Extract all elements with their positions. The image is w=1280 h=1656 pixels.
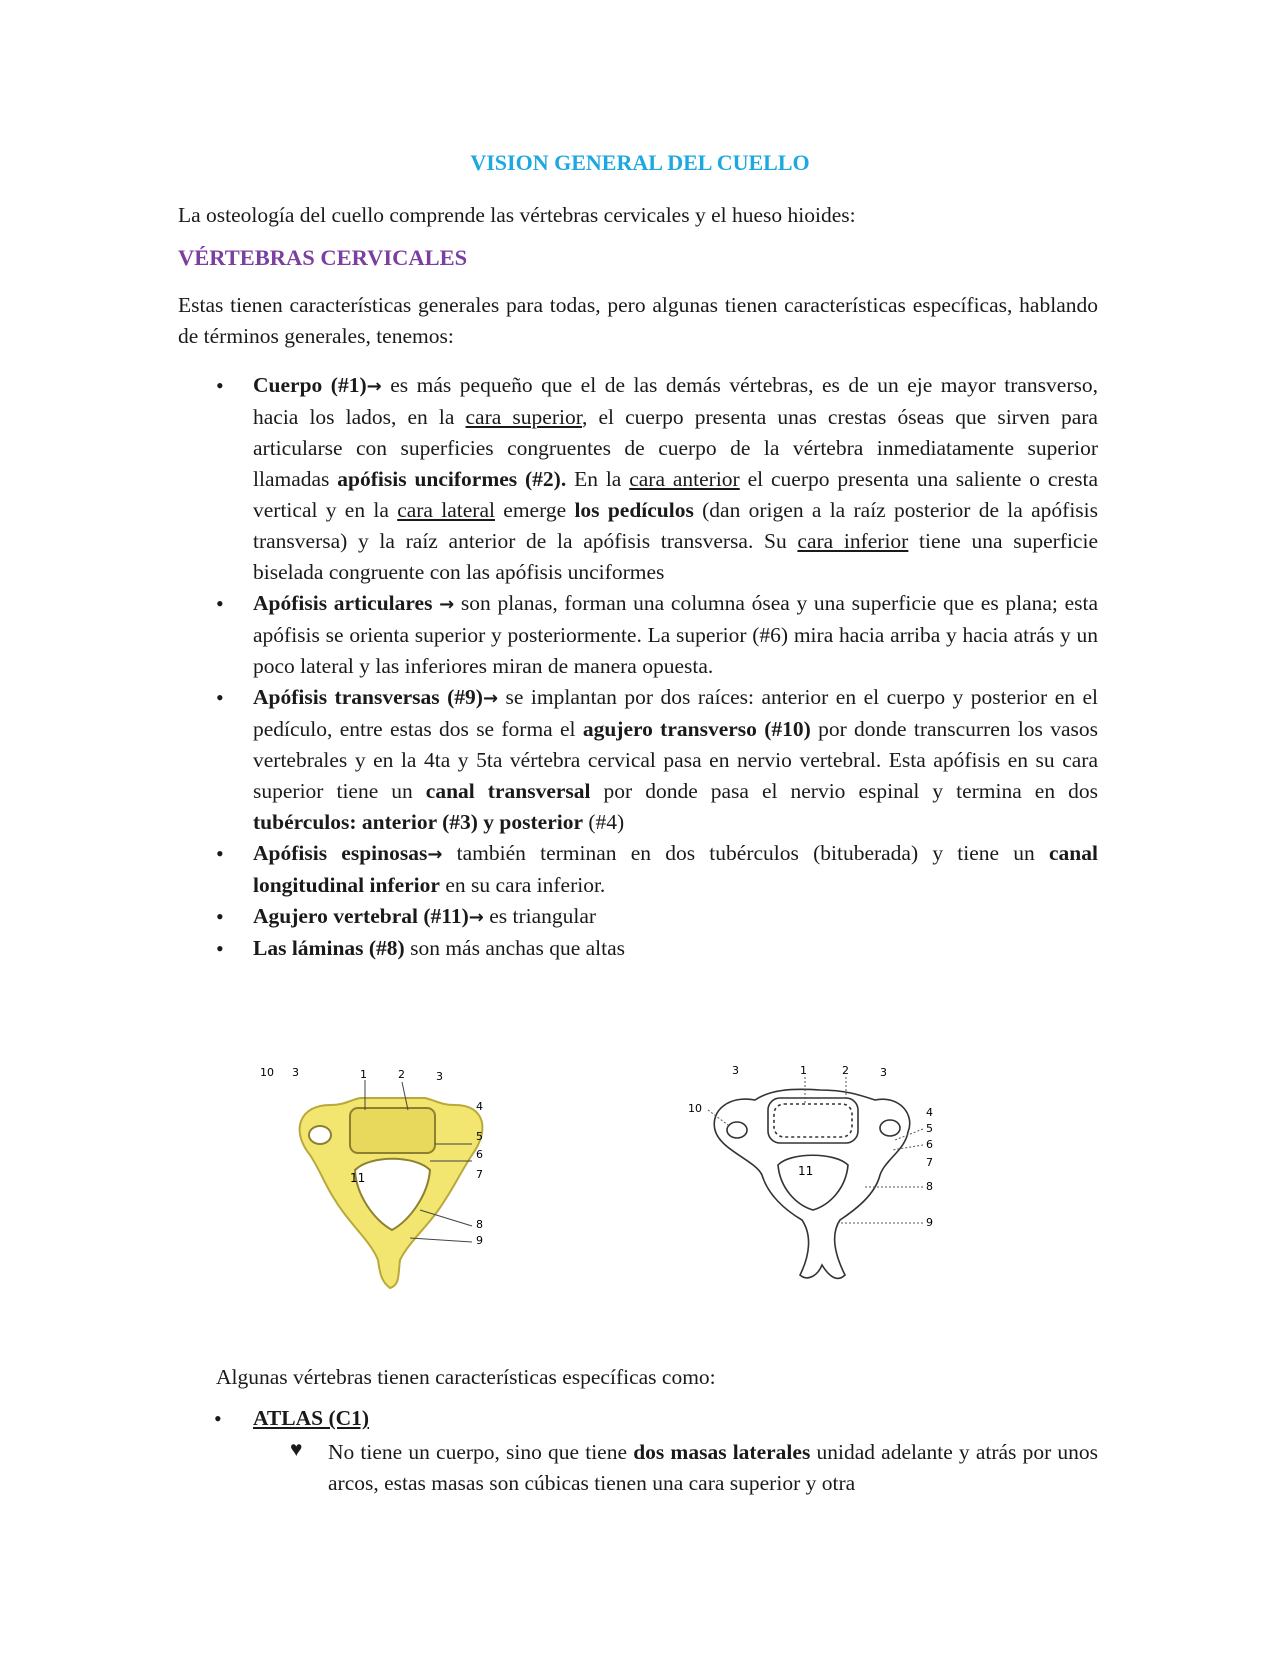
- colored-vertebra-figure: [250, 1060, 510, 1310]
- item-text: (dan origen a la raíz posterior de la apófisis transversa) y la raíz anterior de la apófisis transversa. Su: [253, 498, 1098, 553]
- bullet-glyph: •: [216, 591, 224, 616]
- item-lead: Cuerpo (#1): [253, 373, 367, 397]
- figure-label: 8: [926, 1180, 933, 1193]
- item-text: tiene una superficie biselada congruente con las apófisis unciformes: [253, 529, 1098, 584]
- outline-vertebra-figure: [670, 1060, 970, 1310]
- item-text: se implantan por dos raíces: anterior en el cuerpo y posterior en el pedículo, entre estas dos se forma el: [253, 685, 1098, 741]
- atlas-heading: ATLAS (C1): [253, 1406, 370, 1430]
- figure-label: 3: [732, 1064, 739, 1077]
- item-text: No tiene un cuerpo, sino que tiene: [328, 1440, 634, 1464]
- figure-label: 5: [476, 1130, 483, 1143]
- item-text: el cuerpo presenta una saliente o cresta vertical y en la: [253, 467, 1099, 522]
- vertebra-bone-shape: [300, 1098, 483, 1288]
- figure-label: 7: [926, 1156, 933, 1169]
- item-lead: Las láminas (#8): [253, 936, 405, 960]
- figure-label: 10: [688, 1102, 702, 1115]
- figure-label: 3: [436, 1070, 443, 1083]
- section-heading: VÉRTEBRAS CERVICALES: [178, 245, 468, 270]
- figure-label: 4: [476, 1100, 483, 1113]
- figure-label: 4: [926, 1106, 933, 1119]
- bold-term: canal transversal: [425, 779, 591, 803]
- arrow-icon: →: [366, 376, 382, 397]
- figure-label: 1: [360, 1068, 367, 1081]
- atlas-paragraph: [328, 1437, 1098, 1499]
- item-lead: Apófisis transversas (#9): [253, 685, 483, 709]
- underlined-term: cara inferior: [797, 529, 909, 553]
- bullet-glyph: •: [216, 904, 224, 929]
- figure-label: 10: [260, 1066, 274, 1079]
- figure-label: 3: [880, 1066, 887, 1079]
- item-text: es más pequeño que el de las demás vértebras, es de un eje mayor transverso, hacia los lados, en la: [253, 373, 1098, 429]
- page-title: VISION GENERAL DEL CUELLO: [470, 150, 810, 175]
- figure-label: 5: [926, 1122, 933, 1135]
- features-list: [0, 370, 1280, 964]
- item-text: (#4): [583, 810, 625, 834]
- bold-term: apófisis unciformes (#2).: [337, 467, 567, 491]
- item-lead: Apófisis articulares: [253, 591, 440, 615]
- arrow-icon: →: [482, 688, 499, 709]
- item-text: son más anchas que altas: [404, 936, 626, 960]
- list-item: [216, 370, 1099, 588]
- underlined-term: cara lateral: [397, 498, 495, 522]
- figure-label: 6: [476, 1148, 483, 1161]
- specific-intro-paragraph: Algunas vértebras tienen características específicas como:: [216, 1365, 716, 1389]
- figure-label: 9: [476, 1234, 483, 1247]
- item-text: por donde pasa el nervio espinal y termina en dos: [590, 779, 1098, 803]
- vertebra-outline-shape: [714, 1089, 909, 1278]
- bullet-glyph: •: [216, 685, 224, 710]
- list-item: [216, 588, 1098, 682]
- underlined-term: cara superior: [465, 405, 582, 429]
- item-text: emerge: [494, 498, 575, 522]
- bullet-glyph: •: [214, 1406, 222, 1431]
- item-lead: Apófisis espinosas: [253, 841, 428, 865]
- bullet-glyph: •: [216, 841, 224, 866]
- item-text: unidad adelante y atrás por unos arcos, estas masas son cúbicas tienen una cara superior y otra: [328, 1440, 1098, 1495]
- list-item: [216, 901, 1098, 933]
- item-text: por donde transcurren los vasos vertebrales y en la 4ta y 5ta vértebra cervical pasa en nervio vertebral. Esta apófisis en su cara superior tiene un: [253, 717, 1098, 803]
- figure-label: 8: [476, 1218, 483, 1231]
- list-item: [216, 933, 1098, 964]
- bold-term: agujero transverso (#10): [582, 717, 811, 741]
- figure-label: 2: [842, 1064, 849, 1077]
- figure-label: 6: [926, 1138, 933, 1151]
- bullet-glyph: •: [216, 373, 224, 398]
- arrow-icon: →: [439, 594, 455, 615]
- item-text: son planas, forman una columna ósea y una superficie que es plana; esta apófisis se orienta superior y posteriormente. La superior (#6) mira hacia arriba y hacia atrás y un poco lateral y las inferiores miran de manera opuesta.: [253, 591, 1098, 678]
- figure-label: 7: [476, 1168, 483, 1181]
- bold-term: los pedículos: [574, 498, 694, 522]
- item-text: En la: [566, 467, 630, 491]
- item-lead: Agujero vertebral (#11): [253, 904, 469, 928]
- item-text: , el cuerpo presenta unas crestas óseas que sirven para articularse con superficies congruentes de cuerpo de la vértebra inmediatamente superior llamadas: [253, 405, 1098, 491]
- figure-label: 11: [350, 1171, 366, 1185]
- figure-label: 1: [800, 1064, 807, 1077]
- figure-label: 2: [398, 1068, 405, 1081]
- figure-label: 3: [292, 1066, 299, 1079]
- list-item: [216, 682, 1098, 838]
- bold-term: canal longitudinal inferior: [253, 841, 1098, 897]
- list-item: [216, 838, 1098, 901]
- item-text: también terminan en dos tubérculos (bituberada) y tiene un: [442, 841, 1050, 865]
- arrow-icon: →: [468, 907, 484, 928]
- vertebra-figures: [250, 1060, 970, 1310]
- section-intro-paragraph: Estas tienen características generales para todas, pero algunas tienen características específicas, hablando de términos generales, tenemos:: [178, 293, 1098, 348]
- bold-term: dos masas laterales: [633, 1440, 811, 1464]
- bold-term: tubérculos: anterior (#3) y posterior: [253, 810, 584, 834]
- bullet-glyph: •: [216, 936, 224, 961]
- item-text: en su cara inferior.: [439, 873, 606, 897]
- figure-label: 9: [926, 1216, 933, 1229]
- arrow-icon: →: [427, 844, 443, 865]
- figure-label: 11: [798, 1164, 814, 1178]
- intro-paragraph: La osteología del cuello comprende las vértebras cervicales y el hueso hioides:: [178, 203, 856, 227]
- heart-bullet-icon: ♥: [290, 1437, 303, 1461]
- underlined-term: cara anterior: [629, 467, 740, 491]
- item-text: es triangular: [483, 904, 597, 928]
